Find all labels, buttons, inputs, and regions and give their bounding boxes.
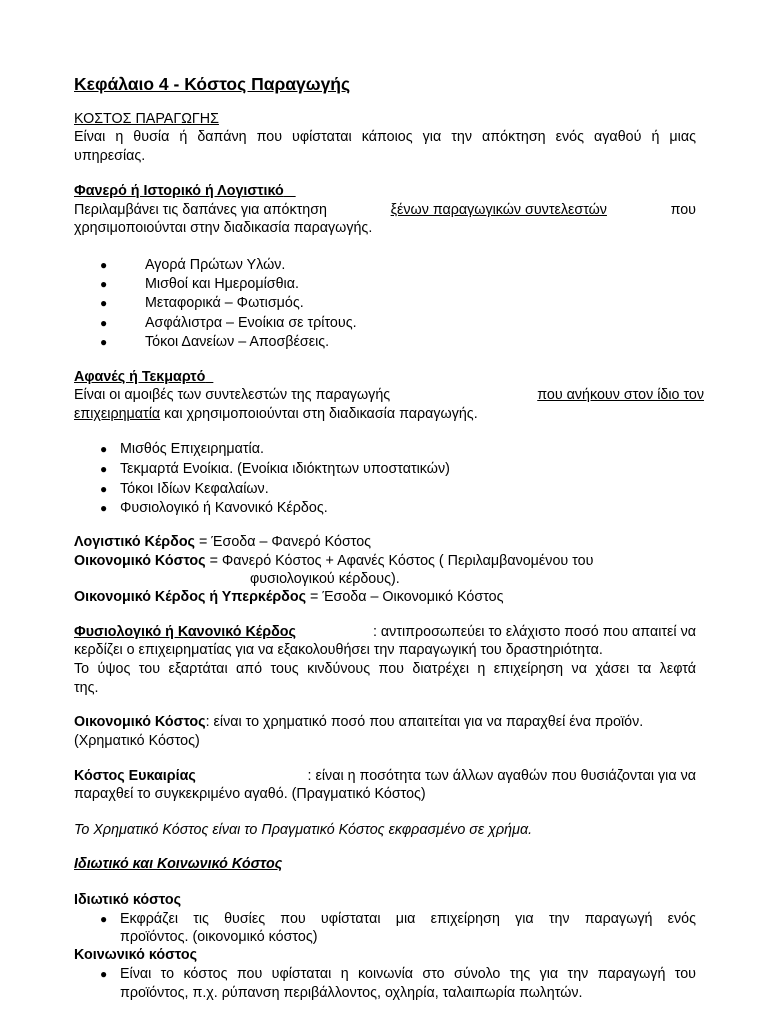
text-span: : είναι το χρηματικό ποσό που απαιτείται για να παραχθεί ένα προϊόν. bbox=[205, 714, 644, 730]
bullet-icon: ● bbox=[100, 258, 108, 272]
subheading-private-cost: Ιδιωτικό κόστος bbox=[74, 892, 182, 908]
list-item-continuation: προϊόντος. (οικονομικό κόστος) bbox=[120, 929, 318, 945]
list-item: Ασφάλιστρα – Ενοίκια σε τρίτους. bbox=[145, 315, 357, 331]
list-item: Εκφράζει τις θυσίες που υφίσταται μια επιχείρηση για την παραγωγή ενός bbox=[120, 911, 696, 927]
text-span: που bbox=[670, 202, 696, 218]
formula-label: Οικονομικό Κόστος bbox=[74, 553, 206, 569]
bullet-icon: ● bbox=[100, 296, 108, 310]
paragraph-line bbox=[74, 201, 696, 220]
section-heading-explicit-cost: Φανερό ή Ιστορικό ή Λογιστικό bbox=[74, 183, 284, 199]
page-title: Κεφάλαιο 4 - Κόστος Παραγωγής bbox=[74, 74, 351, 94]
text-span: : αντιπροσωπεύει το ελάχιστο ποσό που απαιτεί να bbox=[372, 624, 696, 640]
term-label: Οικονομικό Κόστος bbox=[74, 714, 206, 730]
paragraph-line: Είναι η θυσία ή δαπάνη που υφίσταται κάποιος για την απόκτηση ενός αγαθού ή μιας bbox=[74, 129, 696, 145]
term-label: Φυσιολογικό ή Κανονικό Κέρδος bbox=[74, 624, 296, 640]
text-span: : είναι η ποσότητα των άλλων αγαθών που θυσιάζονται για να bbox=[307, 768, 696, 784]
formula-label: Λογιστικό Κέρδος bbox=[74, 534, 195, 550]
paragraph-line: Το ύψος του εξαρτάται από τους κινδύνους που διατρέχει η επιχείρηση να χάσει τα λεφτά bbox=[74, 661, 696, 677]
bullet-icon: ● bbox=[100, 482, 108, 496]
list-item: Τεκμαρτά Ενοίκια. (Ενοίκια ιδιόκτητων υποστατικών) bbox=[120, 461, 450, 477]
underlined-term: επιχειρηματία bbox=[74, 406, 161, 422]
formula-continuation: φυσιολογικού κέρδους). bbox=[250, 571, 400, 587]
list-item: Μεταφορικά – Φωτισμός. bbox=[145, 295, 304, 311]
paragraph-line bbox=[74, 405, 478, 424]
underlined-term: ξένων παραγωγικών συντελεστών bbox=[390, 202, 607, 218]
term-label: Κόστος Ευκαιρίας bbox=[74, 768, 196, 784]
formula-accounting-profit bbox=[74, 533, 371, 552]
paragraph-line bbox=[74, 386, 704, 405]
bullet-icon: ● bbox=[100, 442, 108, 456]
list-item: Φυσιολογικό ή Κανονικό Κέρδος. bbox=[120, 500, 328, 516]
paragraph-line: (Χρηματικό Κόστος) bbox=[74, 733, 200, 749]
formula-text: = Έσοδα – Φανερό Κόστος bbox=[195, 534, 372, 550]
list-item: Τόκοι Ιδίων Κεφαλαίων. bbox=[120, 481, 269, 497]
list-item: Είναι το κόστος που υφίσταται η κοινωνία στο σύνολο της για την παραγωγή του bbox=[120, 966, 696, 982]
text-span: Είναι οι αμοιβές των συντελεστών της παραγωγής bbox=[74, 387, 391, 403]
section-heading-private-social-cost: Ιδιωτικό και Κοινωνικό Κόστος bbox=[74, 856, 283, 872]
section-heading-implicit-cost: Αφανές ή Τεκμαρτό bbox=[74, 369, 206, 385]
bullet-icon: ● bbox=[100, 501, 108, 515]
paragraph-line bbox=[74, 623, 696, 642]
formula-text: = Έσοδα – Οικονομικό Κόστος bbox=[306, 589, 504, 605]
list-item: Τόκοι Δανείων – Αποσβέσεις. bbox=[145, 334, 330, 350]
list-item: Μισθός Επιχειρηματία. bbox=[120, 441, 264, 457]
formula-economic-profit bbox=[74, 588, 504, 607]
paragraph-line: υπηρεσίας. bbox=[74, 148, 146, 164]
paragraph-line: χρησιμοποιούνται στην διαδικασία παραγωγής. bbox=[74, 220, 373, 236]
bullet-icon: ● bbox=[100, 912, 108, 926]
formula-label: Οικονομικό Κέρδος ή Υπερκέρδος bbox=[74, 589, 307, 605]
paragraph-line bbox=[74, 767, 696, 786]
list-item: Αγορά Πρώτων Υλών. bbox=[145, 257, 286, 273]
bullet-icon: ● bbox=[100, 967, 108, 981]
bullet-icon: ● bbox=[100, 316, 108, 330]
formula-economic-cost bbox=[74, 552, 593, 571]
italic-note: Το Χρηματικό Κόστος είναι το Πραγματικό Κόστος εκφρασμένο σε χρήμα. bbox=[74, 822, 533, 838]
bullet-icon: ● bbox=[100, 335, 108, 349]
bullet-icon: ● bbox=[100, 277, 108, 291]
formula-text: = Φανερό Κόστος + Αφανές Κόστος ( Περιλαμβανομένου του bbox=[205, 553, 594, 569]
paragraph-line bbox=[74, 713, 643, 732]
list-item-continuation: προϊόντος, π.χ. ρύπανση περιβάλλοντος, οχληρία, ταλαιπωρία πωλητών. bbox=[120, 985, 583, 1001]
paragraph-line: παραχθεί το συγκεκριμένο αγαθό. (Πραγματικό Κόστος) bbox=[74, 786, 426, 802]
paragraph-line: της. bbox=[74, 680, 99, 696]
list-item: Μισθοί και Ημερομίσθια. bbox=[145, 276, 299, 292]
underlined-term: που ανήκουν στον ίδιο τον bbox=[537, 387, 704, 403]
paragraph-line: κερδίζει ο επιχειρηματίας για να εξακολουθήσει την παραγωγική του δραστηριότητα. bbox=[74, 642, 603, 658]
section-heading-production-cost: ΚΟΣΤΟΣ ΠΑΡΑΓΩΓΗΣ bbox=[74, 111, 219, 127]
bullet-icon: ● bbox=[100, 462, 108, 476]
subheading-social-cost: Κοινωνικό κόστος bbox=[74, 947, 198, 963]
text-span: και χρησιμοποιούνται στη διαδικασία παραγωγής. bbox=[160, 406, 478, 422]
text-span: Περιλαμβάνει τις δαπάνες για απόκτηση bbox=[74, 202, 327, 218]
